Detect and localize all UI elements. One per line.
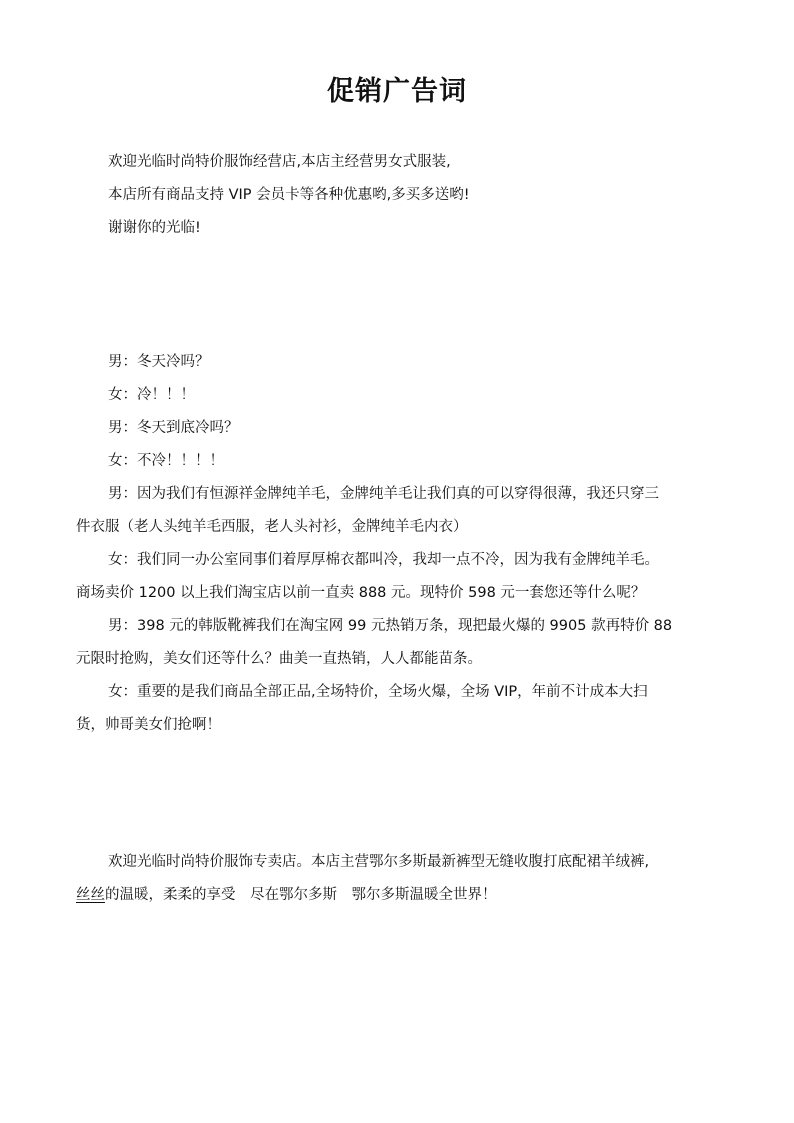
intro-line: 谢谢你的光临! bbox=[108, 220, 201, 236]
dialogue-line: 女：重要的是我们商品全部正品,全场特价，全场火爆，全场 VIP，年前不计成本大扫 bbox=[108, 684, 648, 700]
closing-line-text: 的温暖，柔柔的享受 尽在鄂尔多斯 鄂尔多斯温暖全世界！ bbox=[105, 887, 497, 903]
intro-line: 欢迎光临时尚特价服饰经营店,本店主经营男女式服装, bbox=[108, 154, 451, 170]
dialogue-line-continued: 货，帅哥美女们抢啊！ bbox=[76, 717, 221, 733]
closing-line bbox=[76, 879, 726, 912]
dialogue-line: 男：因为我们有恒源祥金牌纯羊毛，金牌纯羊毛让我们真的可以穿得很薄，我还只穿三 bbox=[108, 486, 659, 502]
dialogue-line: 女：冷！！！ bbox=[108, 387, 195, 403]
dialogue-line-continued: 件衣服（老人头纯羊毛西服，老人头衬衫，金牌纯羊毛内衣） bbox=[76, 519, 468, 535]
document-title: 促销广告词 bbox=[327, 76, 467, 107]
dialogue-line: 男：冬天冷吗？ bbox=[108, 354, 210, 370]
intro-line: 本店所有商品支持 VIP 会员卡等各种优惠哟,多买多送哟! bbox=[108, 187, 470, 203]
dialogue-line: 女：不冷！！！！ bbox=[108, 453, 224, 469]
dialogue-section bbox=[76, 346, 726, 742]
closing-section bbox=[76, 846, 726, 912]
intro-section bbox=[76, 146, 726, 245]
dialogue-line: 女：我们同一办公室同事们着厚厚棉衣都叫冷，我却一点不冷，因为我有金牌纯羊毛。 bbox=[108, 552, 659, 568]
underlined-text: 丝丝 bbox=[76, 887, 105, 903]
dialogue-line: 男：398 元的韩版靴裤我们在淘宝网 99 元热销万条，现把最火爆的 9905 款再特价 88 bbox=[108, 618, 673, 634]
dialogue-line: 男：冬天到底冷吗？ bbox=[108, 420, 239, 436]
dialogue-line-continued: 元限时抢购，美女们还等什么？曲美一直热销，人人都能苗条。 bbox=[76, 651, 482, 667]
closing-line: 欢迎光临时尚特价服饰专卖店。本店主营鄂尔多斯最新裤型无缝收腹打底配裙羊绒裤, bbox=[108, 854, 650, 870]
dialogue-line-continued: 商场卖价 1200 以上我们淘宝店以前一直卖 888 元。现特价 598 元一套您还等什么呢？ bbox=[76, 585, 646, 601]
